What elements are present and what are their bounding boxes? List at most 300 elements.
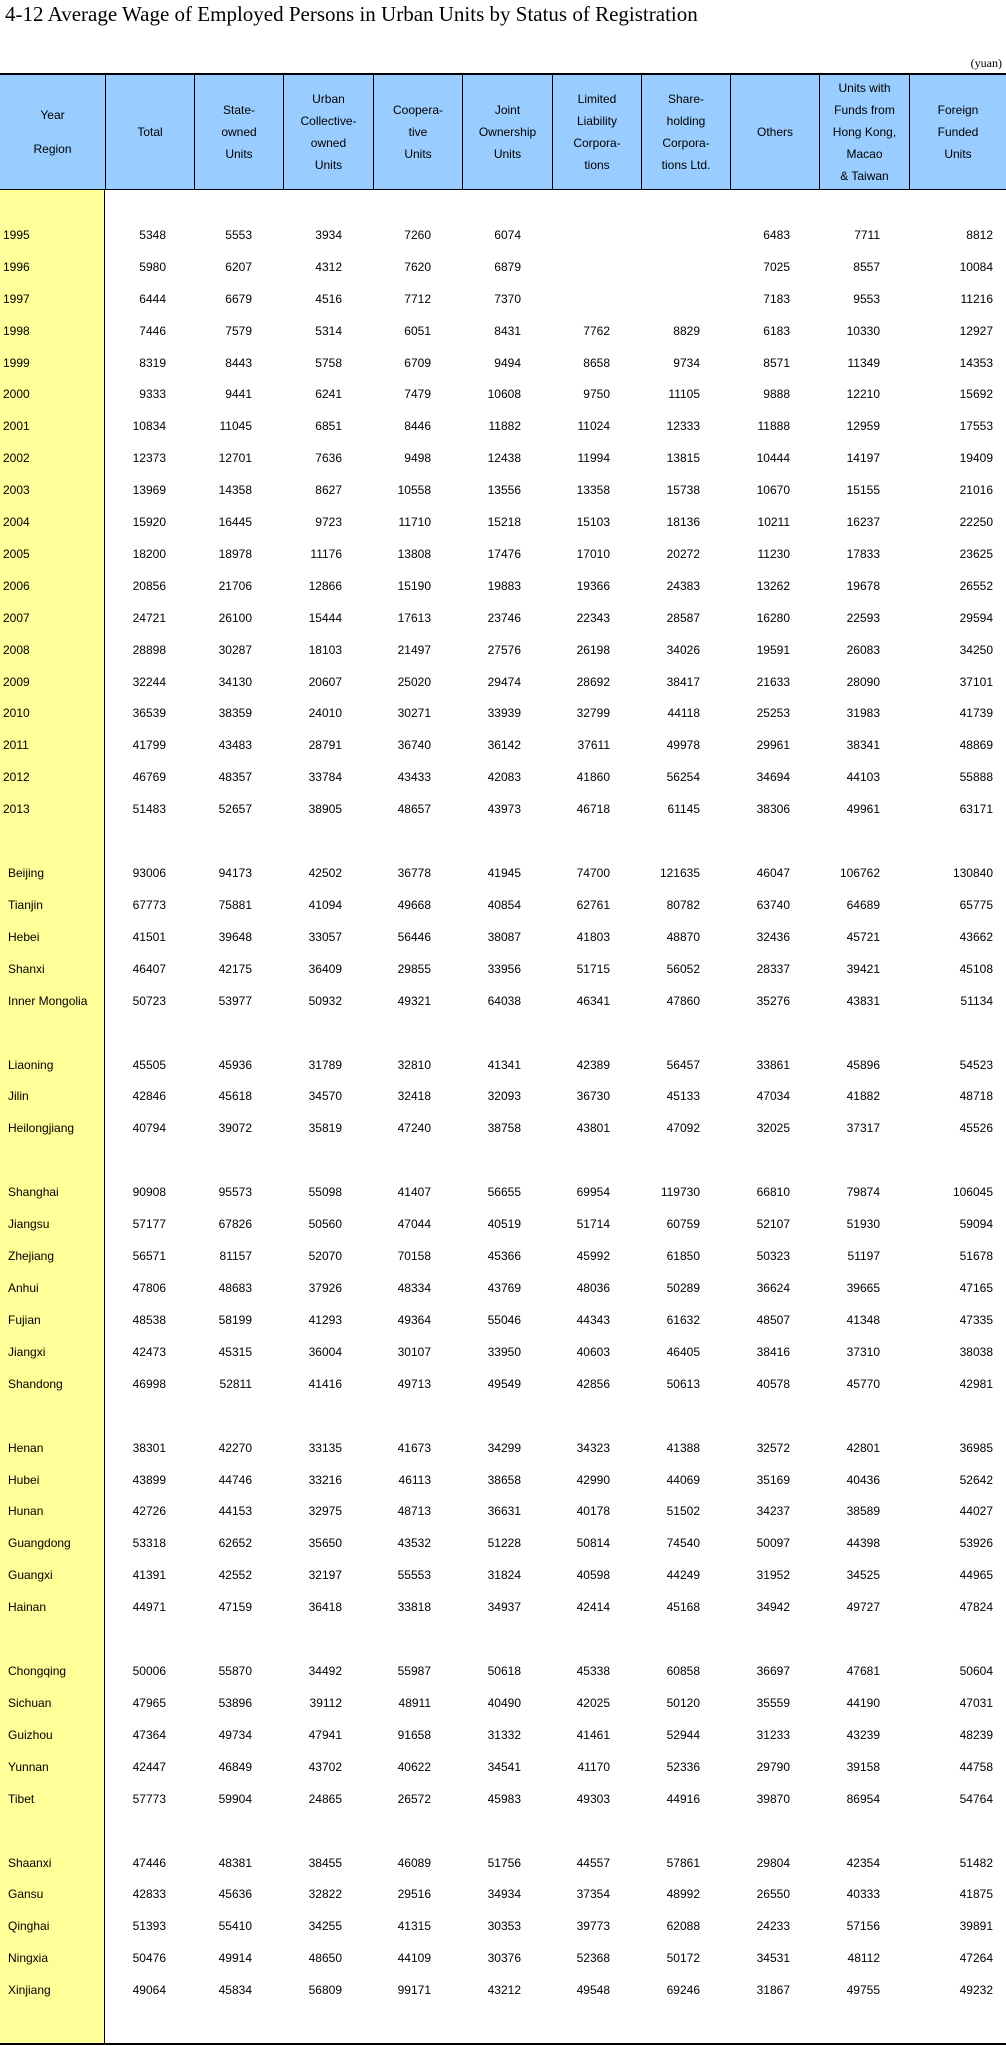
cell-coop: 48657 (397, 802, 431, 816)
column-header-line: Liability (576, 114, 617, 128)
cell-state: 62652 (218, 1536, 252, 1550)
cell-joint: 49549 (487, 1377, 521, 1391)
cell-share: 50613 (666, 1377, 700, 1391)
cell-others: 46047 (756, 866, 790, 880)
year-label: 2007 (3, 611, 30, 625)
cell-joint: 55046 (487, 1313, 521, 1327)
table-row (0, 1087, 1006, 1107)
cell-state: 95573 (218, 1185, 252, 1199)
cell-share: 62088 (666, 1919, 700, 1933)
table-row (0, 864, 1006, 884)
cell-foreign: 26552 (959, 579, 993, 593)
cell-share: 74540 (666, 1536, 700, 1550)
region-label: Tianjin (8, 898, 43, 912)
cell-hmt: 41882 (846, 1089, 880, 1103)
table-row (0, 1885, 1006, 1905)
cell-others: 29790 (756, 1760, 790, 1774)
cell-state: 45315 (218, 1345, 252, 1359)
cell-foreign: 48239 (959, 1728, 993, 1742)
cell-joint: 13556 (487, 483, 521, 497)
table-row (0, 736, 1006, 756)
cell-coop: 11710 (398, 515, 431, 529)
cell-share: 56052 (666, 962, 700, 976)
cell-joint: 31824 (487, 1568, 521, 1582)
cell-total: 53318 (132, 1536, 166, 1550)
cell-others: 32436 (756, 930, 790, 944)
column-header-line: Joint (494, 103, 521, 117)
cell-joint: 43769 (487, 1281, 521, 1295)
cell-llc: 49548 (576, 1983, 610, 1997)
cell-total: 36539 (132, 706, 166, 720)
column-header-others (730, 75, 819, 189)
cell-total: 42473 (132, 1345, 166, 1359)
cell-coop: 48713 (397, 1504, 431, 1518)
cell-llc: 43801 (576, 1121, 610, 1135)
region-label: Henan (8, 1441, 44, 1455)
cell-collective: 4516 (315, 292, 342, 306)
cell-total: 10834 (132, 419, 166, 433)
cell-hmt: 41348 (846, 1313, 880, 1327)
cell-joint: 36631 (487, 1504, 521, 1518)
region-label: Hebei (8, 930, 40, 944)
cell-foreign: 8812 (966, 228, 993, 242)
cell-llc: 51714 (576, 1217, 610, 1231)
cell-foreign: 52642 (959, 1473, 993, 1487)
column-header-line: Units (314, 158, 343, 172)
cell-collective: 41094 (308, 898, 342, 912)
column-header-line: owned (310, 136, 347, 150)
cell-share: 20272 (666, 547, 700, 561)
cell-foreign: 45526 (959, 1121, 993, 1135)
cell-hmt: 79874 (846, 1185, 880, 1199)
table-row (0, 322, 1006, 342)
cell-others: 34237 (756, 1504, 790, 1518)
cell-collective: 39112 (309, 1696, 342, 1710)
cell-hmt: 22593 (846, 611, 880, 625)
cell-others: 10670 (756, 483, 790, 497)
table-row (0, 1119, 1006, 1139)
cell-hmt: 44190 (846, 1696, 880, 1710)
cell-joint: 17476 (487, 547, 521, 561)
cell-llc: 69954 (576, 1185, 610, 1199)
table-row (0, 800, 1006, 820)
table-row (0, 385, 1006, 405)
cell-others: 36624 (756, 1281, 790, 1295)
cell-state: 53896 (218, 1696, 252, 1710)
column-header-line: Units (493, 147, 522, 161)
cell-state: 52657 (218, 802, 252, 816)
cell-total: 46407 (132, 962, 166, 976)
cell-others: 10211 (757, 515, 790, 529)
cell-hmt: 64689 (846, 898, 880, 912)
cell-joint: 38758 (487, 1121, 521, 1135)
column-header-line: Limited (577, 92, 617, 106)
cell-hmt: 49727 (846, 1600, 880, 1614)
cell-foreign: 22250 (959, 515, 993, 529)
cell-joint: 38087 (487, 930, 521, 944)
unit-label: (yuan) (970, 56, 1002, 70)
region-label: Anhui (8, 1281, 39, 1295)
cell-collective: 34492 (308, 1664, 342, 1678)
cell-state: 94173 (218, 866, 252, 880)
cell-share: 61145 (667, 802, 700, 816)
cell-llc: 40178 (576, 1504, 610, 1518)
cell-coop: 40622 (397, 1760, 431, 1774)
cell-coop: 47240 (397, 1121, 431, 1135)
cell-foreign: 47165 (959, 1281, 993, 1295)
cell-collective: 9723 (315, 515, 342, 529)
cell-hmt: 106762 (839, 866, 880, 880)
cell-hmt: 51930 (846, 1217, 880, 1231)
cell-collective: 37926 (308, 1281, 342, 1295)
cell-llc: 42414 (576, 1600, 610, 1614)
cell-coop: 21497 (397, 643, 431, 657)
cell-state: 53977 (218, 994, 252, 1008)
cell-hmt: 49755 (846, 1983, 880, 1997)
cell-llc: 32799 (576, 706, 610, 720)
column-header-line: Funds from (834, 103, 895, 117)
cell-share: 44916 (666, 1792, 700, 1806)
cell-state: 39648 (218, 930, 252, 944)
cell-state: 9441 (225, 387, 252, 401)
table-row (0, 1917, 1006, 1937)
cell-coop: 48911 (398, 1696, 431, 1710)
cell-llc: 7762 (583, 324, 610, 338)
cell-joint: 40490 (487, 1696, 521, 1710)
cell-coop: 6051 (404, 324, 431, 338)
cell-total: 47446 (132, 1856, 166, 1870)
cell-foreign: 51678 (959, 1249, 993, 1263)
cell-total: 44971 (132, 1600, 166, 1614)
cell-joint: 12438 (487, 451, 521, 465)
cell-share: 50172 (666, 1951, 700, 1965)
cell-others: 48507 (756, 1313, 790, 1327)
cell-share: 69246 (666, 1983, 700, 1997)
cell-joint: 43973 (487, 802, 521, 816)
cell-coop: 33818 (397, 1600, 431, 1614)
region-label: Zhejiang (8, 1249, 55, 1263)
region-label: Liaoning (8, 1058, 54, 1072)
cell-foreign: 37101 (959, 675, 993, 689)
cell-joint: 10608 (487, 387, 521, 401)
cell-foreign: 29594 (959, 611, 993, 625)
cell-share: 11105 (668, 387, 700, 401)
column-header-line: Funded (937, 125, 979, 139)
cell-others: 16280 (756, 611, 790, 625)
cell-hmt: 51197 (847, 1249, 880, 1263)
region-label: Hunan (8, 1504, 44, 1518)
cell-hmt: 31983 (846, 706, 880, 720)
cell-state: 48357 (218, 770, 252, 784)
cell-state: 30287 (218, 643, 252, 657)
cell-coop: 32418 (397, 1089, 431, 1103)
cell-llc: 44557 (576, 1856, 610, 1870)
cell-joint: 19883 (487, 579, 521, 593)
cell-share: 80782 (666, 898, 700, 912)
cell-llc: 34323 (576, 1441, 610, 1455)
cell-foreign: 42981 (959, 1377, 993, 1391)
cell-others: 31867 (756, 1983, 790, 1997)
year-label: 2000 (3, 387, 30, 401)
cell-hmt: 28090 (846, 675, 880, 689)
cell-total: 50476 (132, 1951, 166, 1965)
table-row (0, 1854, 1006, 1874)
cell-hmt: 7711 (854, 228, 880, 242)
cell-hmt: 45896 (846, 1058, 880, 1072)
cell-total: 45505 (132, 1058, 166, 1072)
region-label: Fujian (8, 1313, 41, 1327)
cell-share: 56254 (666, 770, 700, 784)
cell-foreign: 34250 (959, 643, 993, 657)
cell-hmt: 48112 (847, 1951, 880, 1965)
cell-foreign: 130840 (952, 866, 993, 880)
cell-state: 11045 (219, 419, 252, 433)
cell-total: 42833 (132, 1887, 166, 1901)
cell-joint: 40519 (487, 1217, 521, 1231)
cell-share: 44069 (666, 1473, 700, 1487)
cell-total: 50006 (132, 1664, 166, 1678)
cell-share: 41388 (666, 1441, 700, 1455)
cell-collective: 38455 (308, 1856, 342, 1870)
cell-llc: 36730 (576, 1089, 610, 1103)
cell-llc: 45338 (576, 1664, 610, 1678)
cell-state: 48683 (218, 1281, 252, 1295)
cell-others: 36697 (756, 1664, 790, 1678)
cell-total: 67773 (132, 898, 166, 912)
cell-hmt: 86954 (846, 1792, 880, 1806)
cell-llc: 42025 (576, 1696, 610, 1710)
cell-coop: 55553 (397, 1568, 431, 1582)
cell-coop: 7712 (404, 292, 431, 306)
column-header-line: Corpora- (662, 136, 710, 150)
column-header-line: Share- (667, 92, 704, 106)
column-header-line: Units with (838, 81, 891, 95)
cell-coop: 56446 (397, 930, 431, 944)
cell-state: 48381 (218, 1856, 252, 1870)
year-label: 2003 (3, 483, 30, 497)
column-header-llc (552, 75, 641, 189)
cell-collective: 20607 (308, 675, 342, 689)
year-label: 2013 (3, 802, 30, 816)
cell-llc: 11024 (577, 419, 610, 433)
cell-others: 31952 (756, 1568, 790, 1582)
cell-total: 5348 (139, 228, 166, 242)
cell-state: 14358 (218, 483, 252, 497)
cell-foreign: 11216 (960, 292, 993, 306)
cell-state: 46849 (218, 1760, 252, 1774)
table-row (0, 290, 1006, 310)
cell-coop: 36740 (397, 738, 431, 752)
cell-collective: 5758 (315, 356, 342, 370)
cell-others: 38416 (756, 1345, 790, 1359)
cell-llc: 41860 (576, 770, 610, 784)
table-row (0, 1662, 1006, 1682)
cell-joint: 34541 (487, 1760, 521, 1774)
cell-state: 49914 (218, 1951, 252, 1965)
cell-collective: 33135 (308, 1441, 342, 1455)
column-header-line: Year (40, 108, 65, 122)
cell-joint: 51756 (487, 1856, 521, 1870)
cell-total: 43899 (132, 1473, 166, 1487)
cell-collective: 35819 (308, 1121, 342, 1135)
cell-llc: 46718 (576, 802, 610, 816)
cell-others: 34531 (756, 1951, 790, 1965)
cell-llc: 40598 (576, 1568, 610, 1582)
cell-hmt: 38341 (846, 738, 880, 752)
cell-llc: 22343 (576, 611, 610, 625)
cell-total: 47364 (132, 1728, 166, 1742)
cell-hmt: 57156 (846, 1919, 880, 1933)
cell-share: 18136 (666, 515, 700, 529)
cell-joint: 64038 (487, 994, 521, 1008)
region-label: Hainan (8, 1600, 47, 1614)
region-label: Shanxi (8, 962, 45, 976)
cell-coop: 36778 (397, 866, 431, 880)
year-label: 2001 (3, 419, 30, 433)
cell-collective: 28791 (308, 738, 342, 752)
cell-llc: 42990 (576, 1473, 610, 1487)
cell-llc: 44343 (576, 1313, 610, 1327)
year-label: 1996 (3, 260, 30, 274)
cell-foreign: 41739 (959, 706, 993, 720)
cell-joint: 34299 (487, 1441, 521, 1455)
cell-collective: 41416 (308, 1377, 342, 1391)
cell-collective: 6241 (315, 387, 342, 401)
cell-coop: 30107 (397, 1345, 431, 1359)
region-label: Hubei (8, 1473, 40, 1487)
cell-others: 63740 (756, 898, 790, 912)
cell-total: 40794 (132, 1121, 166, 1135)
region-label: Shanghai (8, 1185, 59, 1199)
cell-total: 41799 (132, 738, 166, 752)
cell-joint: 40854 (487, 898, 521, 912)
year-label: 1997 (3, 292, 30, 306)
cell-share: 44118 (667, 706, 700, 720)
cell-llc: 48036 (576, 1281, 610, 1295)
cell-others: 38306 (756, 802, 790, 816)
cell-collective: 5314 (315, 324, 342, 338)
cell-foreign: 21016 (959, 483, 993, 497)
cell-hmt: 43239 (846, 1728, 880, 1742)
cell-coop: 49364 (397, 1313, 431, 1327)
table-row (0, 481, 1006, 501)
table-row (0, 513, 1006, 533)
table-row (0, 354, 1006, 374)
column-header-collective (283, 75, 373, 189)
cell-state: 18978 (218, 547, 252, 561)
cell-llc: 13358 (576, 483, 610, 497)
column-header-state (194, 75, 283, 189)
cell-others: 7025 (763, 260, 790, 274)
cell-collective: 32822 (308, 1887, 342, 1901)
cell-share: 52944 (666, 1728, 700, 1742)
cell-collective: 4312 (315, 260, 342, 274)
cell-others: 6183 (763, 324, 790, 338)
cell-others: 11888 (757, 419, 790, 433)
cell-coop: 49321 (397, 994, 431, 1008)
column-header-line: Macao (846, 147, 883, 161)
cell-joint: 6879 (494, 260, 521, 274)
cell-others: 31233 (756, 1728, 790, 1742)
cell-foreign: 39891 (959, 1919, 993, 1933)
column-header-line: Hong Kong, (832, 125, 897, 139)
cell-share: 48870 (666, 930, 700, 944)
cell-hmt: 16237 (846, 515, 880, 529)
cell-others: 11230 (757, 547, 790, 561)
cell-joint: 45366 (487, 1249, 521, 1263)
region-label: Tibet (8, 1792, 35, 1806)
cell-llc: 62761 (576, 898, 610, 912)
cell-others: 8571 (763, 356, 790, 370)
cell-share: 48992 (666, 1887, 700, 1901)
cell-joint: 8431 (494, 324, 521, 338)
region-label: Guangxi (8, 1568, 53, 1582)
cell-others: 34694 (756, 770, 790, 784)
cell-foreign: 48718 (959, 1089, 993, 1103)
region-label: Guangdong (8, 1536, 71, 1550)
cell-foreign: 51134 (960, 994, 993, 1008)
cell-share: 8829 (673, 324, 700, 338)
cell-hmt: 12210 (846, 387, 880, 401)
year-label: 2004 (3, 515, 30, 529)
column-header-total (105, 75, 194, 189)
cell-llc: 39773 (576, 1919, 610, 1933)
cell-foreign: 51482 (959, 1856, 993, 1870)
cell-state: 49734 (218, 1728, 252, 1742)
cell-foreign: 59094 (959, 1217, 993, 1231)
cell-state: 39072 (218, 1121, 252, 1135)
cell-foreign: 54523 (959, 1058, 993, 1072)
cell-total: 57773 (132, 1792, 166, 1806)
cell-coop: 26572 (397, 1792, 431, 1806)
cell-total: 28898 (132, 643, 166, 657)
cell-coop: 7620 (404, 260, 431, 274)
cell-llc: 50814 (576, 1536, 610, 1550)
cell-llc: 52368 (576, 1951, 610, 1965)
cell-others: 39870 (756, 1792, 790, 1806)
column-header-hmt (819, 75, 909, 189)
cell-llc: 49303 (576, 1792, 610, 1806)
cell-collective: 36004 (308, 1345, 342, 1359)
cell-total: 48538 (132, 1313, 166, 1327)
region-label: Xinjiang (8, 1983, 51, 1997)
cell-coop: 55987 (397, 1664, 431, 1678)
cell-coop: 32810 (397, 1058, 431, 1072)
cell-total: 7446 (139, 324, 166, 338)
cell-hmt: 9553 (853, 292, 880, 306)
table-row (0, 577, 1006, 597)
cell-joint: 29474 (487, 675, 521, 689)
cell-coop: 49713 (397, 1377, 431, 1391)
cell-others: 66810 (756, 1185, 790, 1199)
year-label: 2011 (3, 738, 29, 752)
table-row (0, 960, 1006, 980)
year-label: 1998 (3, 324, 30, 338)
cell-share: 44249 (666, 1568, 700, 1582)
cell-others: 29804 (756, 1856, 790, 1870)
cell-coop: 99171 (397, 1983, 431, 1997)
table-row (0, 258, 1006, 278)
cell-others: 10444 (756, 451, 790, 465)
cell-foreign: 44758 (959, 1760, 993, 1774)
cell-state: 67826 (218, 1217, 252, 1231)
cell-total: 20856 (132, 579, 166, 593)
cell-state: 47159 (218, 1600, 252, 1614)
cell-foreign: 12927 (959, 324, 993, 338)
column-header-joint (462, 75, 552, 189)
cell-hmt: 8557 (853, 260, 880, 274)
cell-hmt: 45770 (846, 1377, 880, 1391)
